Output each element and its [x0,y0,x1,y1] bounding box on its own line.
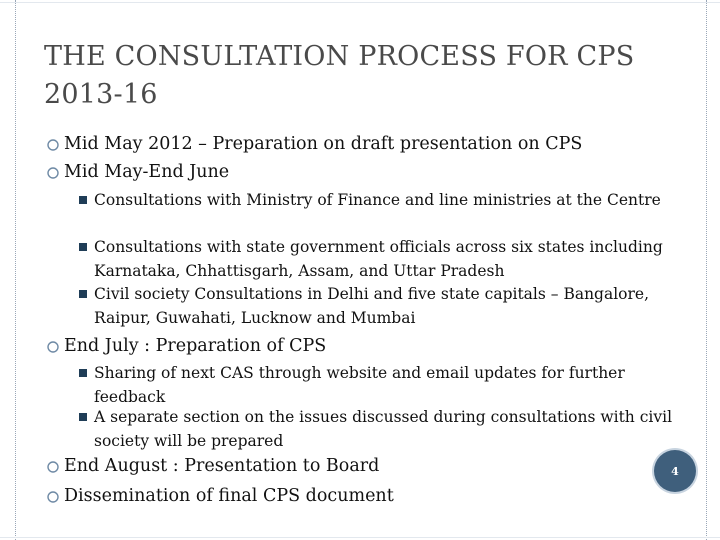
circle-bullet-icon [46,166,60,180]
sub-bullet-text: A separate section on the issues discussed during consultations with civil society will be prepared [94,408,673,450]
sub-bullet-text: Civil society Consultations in Delhi and five state capitals – Bangalore, Raipur, Guwahati, Lucknow and Mumbai [94,285,650,327]
square-bullet-icon [79,196,87,204]
circle-bullet-icon [46,138,60,152]
right-dotted-rule [706,0,707,540]
circle-bullet-icon [46,490,60,504]
bullet-text: Mid May-End June [64,162,230,182]
sub-bullet-text: Sharing of next CAS through website and email updates for further feedback [94,364,625,406]
circle-bullet-icon [46,460,60,474]
page-number-badge: 4 [654,450,696,492]
square-bullet-icon [79,290,87,298]
circle-bullet-icon [46,340,60,354]
square-bullet-icon [79,369,87,377]
square-bullet-icon [79,413,87,421]
bullet-text: Mid May 2012 – Preparation on draft presentation on CPS [64,134,583,154]
sub-bullet-text: Consultations with state government officials across six states including Karnataka, Chhattisgarh, Assam, and Uttar Pradesh [94,238,663,280]
top-rule [0,2,720,3]
left-dotted-rule [15,0,16,540]
square-bullet-icon [79,243,87,251]
bottom-rule [0,537,720,538]
bullet-text: End August : Presentation to Board [64,456,380,476]
slide-title: THE CONSULTATION PROCESS FOR CPS 2013-16 [44,41,635,110]
bullet-text: End July : Preparation of CPS [64,336,327,356]
bullet-text: Dissemination of final CPS document [64,486,394,506]
sub-bullet-text: Consultations with Ministry of Finance and line ministries at the Centre [94,191,661,209]
